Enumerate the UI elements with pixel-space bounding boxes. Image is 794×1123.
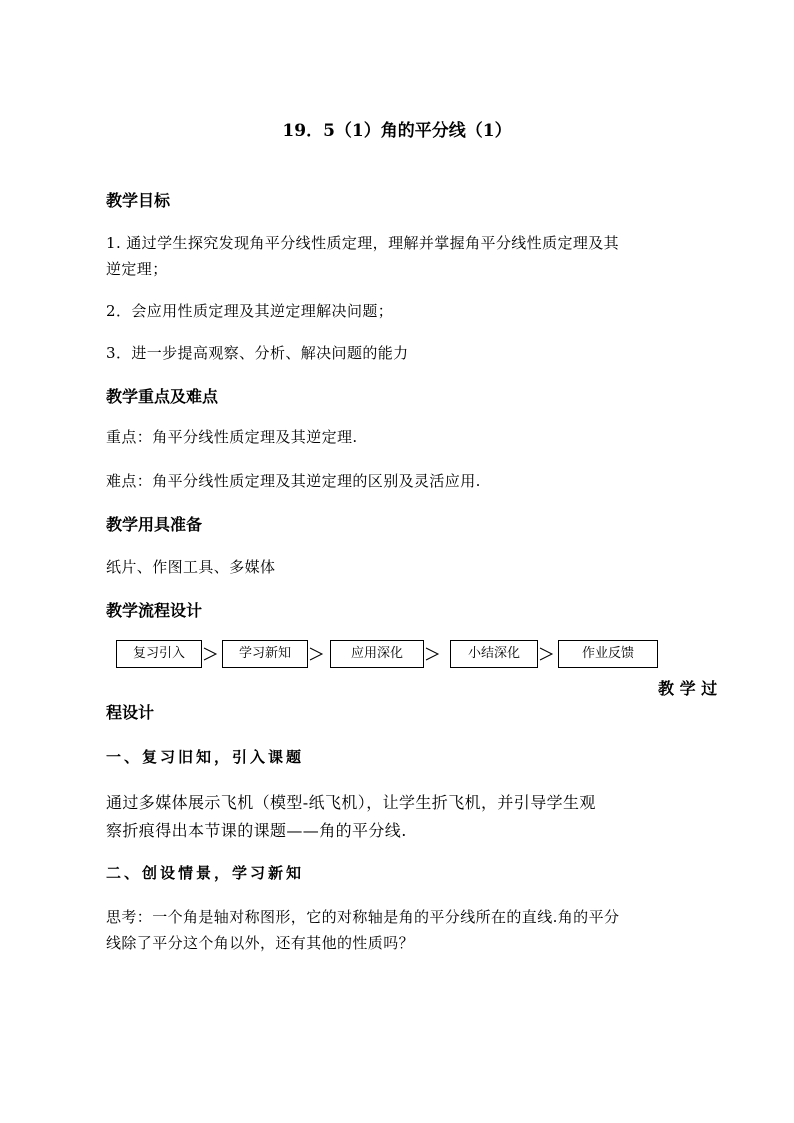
section-1-line-1: 通过多媒体展示飞机（模型-纸飞机），让学生折飞机，并引导学生观 <box>106 793 596 812</box>
key-points-heading: 教学重点及难点 <box>106 387 219 406</box>
difficulty-text: 难点：角平分线性质定理及其逆定理的区别及灵活应用. <box>106 472 481 490</box>
tools-heading: 教学用具准备 <box>106 515 203 534</box>
flow-arrow-icon <box>308 644 326 664</box>
flow-diagram <box>116 640 676 670</box>
process-heading-part1: 教 学 过 <box>658 679 718 698</box>
process-heading-part2: 程设计 <box>106 703 155 722</box>
goal-2: 2．会应用性质定理及其逆定理解决问题； <box>106 302 394 320</box>
focus-text: 重点：角平分线性质定理及其逆定理. <box>106 428 358 446</box>
section-2-line-2: 线除了平分这个角以外，还有其他的性质吗？ <box>106 934 415 952</box>
tools-text: 纸片、作图工具、多媒体 <box>106 558 276 576</box>
goal-3: 3．进一步提高观察、分析、解决问题的能力 <box>106 344 409 362</box>
goals-heading: 教学目标 <box>106 191 171 210</box>
section-1-heading: 一、复习旧知，引入课题 <box>106 748 305 766</box>
section-2-heading: 二、创设情景，学习新知 <box>106 864 305 882</box>
flow-step-learn: 学习新知 <box>222 640 308 668</box>
page-title: 19．5（1）角的平分线（1） <box>282 121 512 141</box>
section-1-line-2: 察折痕得出本节课的课题——角的平分线. <box>106 821 407 840</box>
section-2-line-1: 思考：一个角是轴对称图形，它的对称轴是角的平分线所在的直线.角的平分 <box>106 908 620 926</box>
flow-step-summary: 小结深化 <box>450 640 538 668</box>
goal-1-line-1: 1. 通过学生探究发现角平分线性质定理，理解并掌握角平分线性质定理及其 <box>106 234 620 252</box>
flow-step-apply: 应用深化 <box>330 640 424 668</box>
flow-arrow-icon <box>424 644 442 664</box>
flow-arrow-icon <box>202 644 220 664</box>
flow-step-review: 复习引入 <box>116 640 202 668</box>
goal-1-line-2: 逆定理； <box>106 260 168 278</box>
flow-step-homework: 作业反馈 <box>558 640 658 668</box>
flow-arrow-icon <box>538 644 556 664</box>
flow-heading: 教学流程设计 <box>106 601 203 620</box>
